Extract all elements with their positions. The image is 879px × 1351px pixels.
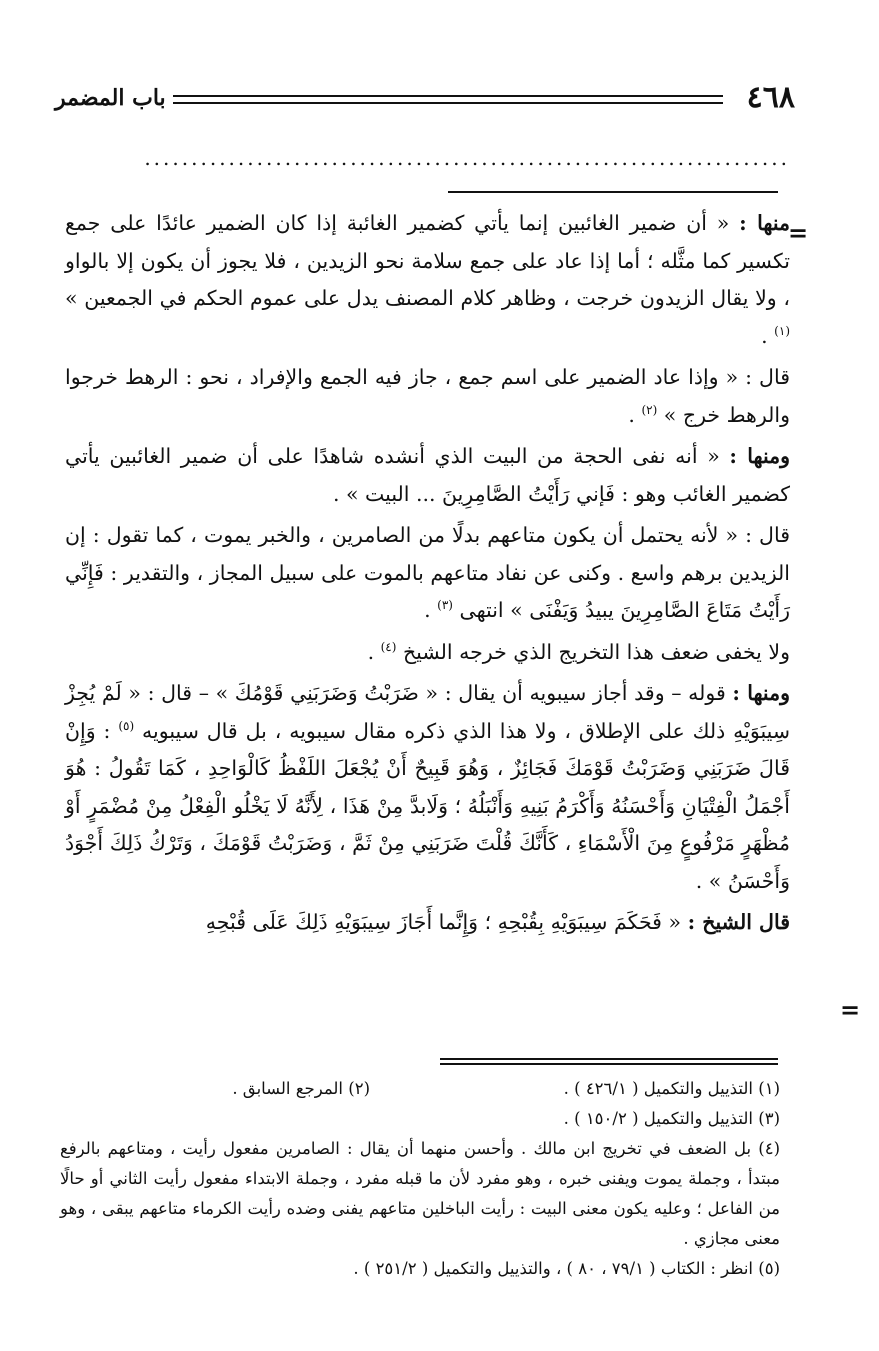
paragraph-lead: قال الشيخ : — [687, 910, 790, 934]
paragraph-lead: منها : — [739, 211, 790, 235]
paragraph-tail: . — [424, 598, 438, 622]
footnote-2: (٢) المرجع السابق . — [232, 1079, 370, 1098]
paragraph-lead: ومنها : — [729, 444, 791, 468]
header-double-rule — [173, 95, 723, 104]
footnote-ref: (٢) — [641, 402, 658, 417]
paragraph-text: ولا يخفى ضعف هذا التخريج الذي خرجه الشيخ — [396, 639, 790, 664]
paragraph — [65, 359, 790, 434]
paragraph-text: قال : « لأنه يحتمل أن يكون متاعهم بدلًا من الصامرين ، والخبر يموت ، كما تقول : إن الزيدين برهم واسع . وكنى عن نفاد متاعهم بالموت على سبيل المجاز ، والتقدير : فَإِنِّي رَأَيْتُ مَتَاعَ الصَّامِرِينَ يبيدُ وَيَفْنَى » انتهى — [65, 523, 790, 622]
paragraph-lead: ومنها : — [732, 681, 790, 705]
paragraph-text: قال : « وإذا عاد الضمير على اسم جمع ، جاز فيه الجمع والإفراد ، نحو : الرهط خرجوا والرهط خرج » — [65, 365, 790, 427]
footnote-3: (٣) التذييل والتكميل ( ١٥٠/٢ ) . — [563, 1109, 780, 1128]
paragraph-tail: . — [761, 323, 775, 348]
paragraph-tail: . — [367, 639, 381, 664]
paragraph — [65, 904, 790, 942]
paragraph-text: « أنه نفى الحجة من البيت الذي أنشده شاهدًا على أن ضمير الغائبين يأتي كضمير الغائب وهو : فَإني رَأَيْتُ الصَّامِرِينَ ... البيت » . — [65, 444, 790, 506]
page-header — [55, 78, 795, 118]
footnote-ref: (٥) — [118, 718, 135, 733]
running-title: باب المضمر — [55, 85, 166, 111]
paragraph-tail: : وَإِنْ قَالَ ضَرَبَنِي وَضَرَبْتُ قَوْمَكَ فَجَائِزٌ ، وَهُوَ قَبِيحٌ أَنْ يُجْعَلَ اللَفْظُ كَالْوَاحِدِ ، كَمَا تَقُولُ : هُوَ أَجْمَلُ الْفِتْيَانِ وَأَحْسَنُهُ وَأَكْرَمُ بَنِيهِ وَأَنْبَلُهُ ؛ وَلَابدَّ مِنْ هَذَا ، لِأَنَّهُ لَا يَخْلُو الْفِعْلُ مِنْ مُضْمَرٍ أَوْ مُظْهَرٍ مَرْفُوعٍ مِنَ الْأَسْمَاءِ ، كَأَنَّكَ قُلْتَ ضَرَبَنِي مِنْ ثَمَّ ، وَضَرَبْتُ قَوْمَكَ ، وَتَرْكُ ذَلِكَ أَجْوَدُ وَأَحْسَنُ » . — [65, 718, 790, 893]
footnote-5: (٥) انظر : الكتاب ( ٧٩/١ ، ٨٠ ) ، والتذييل والتكميل ( ٢٥١/٢ ) . — [353, 1259, 780, 1278]
main-text — [65, 205, 790, 946]
page-number: ٤٦٨ — [746, 80, 795, 115]
continuation-mark-bottom: = — [840, 995, 861, 1024]
paragraph — [65, 634, 790, 672]
paragraph — [65, 517, 790, 630]
footnotes — [60, 1074, 780, 1284]
paragraph — [65, 675, 790, 900]
footnote-ref: (٣) — [437, 598, 453, 613]
footnote-rule — [440, 1058, 778, 1065]
paragraph — [65, 205, 790, 355]
paragraph-text: قوله – وقد أجاز سيبويه أن يقال : « ضَرَبْتُ وَضَرَبَنِي قَوْمُكَ » – قال : « لَمْ يُجِزْ سِيبَوَيْهِ ذلك على الإطلاق ، ولا هذا الذي ذكره مقال سيبويه ، بل قال سيبويه — [65, 681, 791, 743]
paragraph-tail: . — [628, 402, 642, 427]
footnote-4: (٤) بل الضعف في تخريج ابن مالك . وأحسن منهما أن يقال : الصامرين مفعول رأيت ، ومتاعهم بالرفع مبتدأ ، وجملة يموت ويفنى خبره ، وهو مفرد لأن ما قبله مفرد ، وجملة الابتداء مفعول رأيت الثاني أو حالًا من الفاعل ؛ وعليه يكون معنى البيت : رأيت الباخلين متاعهم يفنى وضده رأيت الكرماء متاعهم يبقى ، وهو معنى مجازي . — [60, 1139, 780, 1248]
continuation-mark-top: = — [788, 218, 809, 247]
footnote-ref: (٤) — [380, 639, 397, 654]
continuation-rule — [448, 191, 778, 193]
footnote-ref: (١) — [774, 323, 790, 338]
footnote-1: (١) التذييل والتكميل ( ٤٢٦/١ ) . — [563, 1079, 780, 1098]
footnote-row — [60, 1074, 780, 1104]
dotted-separator: ..................................................................... — [144, 146, 790, 170]
paragraph — [65, 438, 790, 513]
paragraph-text: « أن ضمير الغائبين إنما يأتي كضمير الغائبة إذا كان الضمير عائدًا على جمع تكسير كما مثَّله ؛ أما إذا عاد على جمع سلامة نحو الزيدين ، فلا يجوز أن يكون إلا بالواو ، ولا يقال الزيدون خرجت ، وظاهر كلام المصنف يدل على عموم الحكم في الجمعين » — [65, 211, 790, 310]
paragraph-text: « فَحَكَمَ سِيبَوَيْهِ بِقُبْحِهِ ؛ وَإِنَّما أَجَازَ سِيبَوَيْهِ ذَلِكَ عَلَى قُبْحِهِ — [205, 910, 688, 934]
